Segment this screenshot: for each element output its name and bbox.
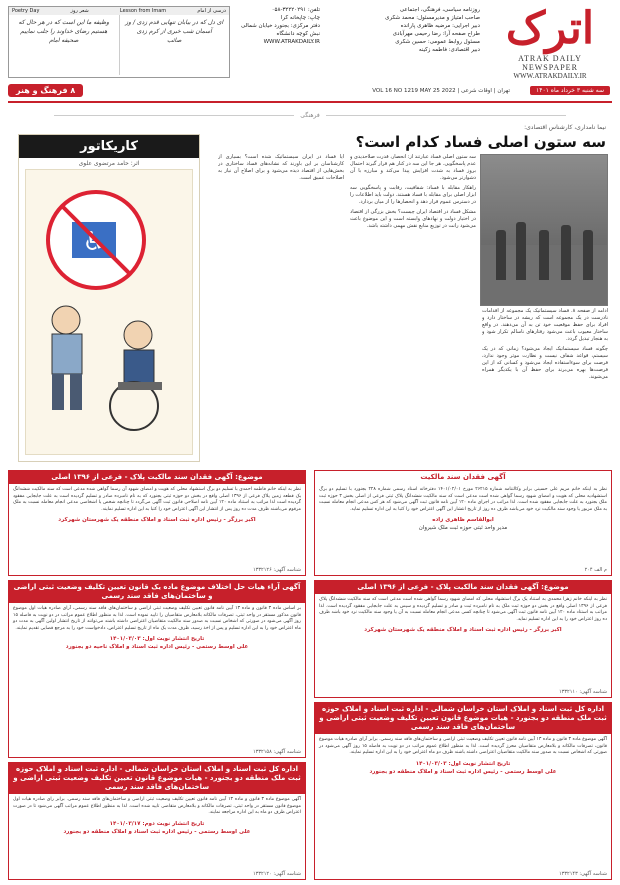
volume-label: VOL 16 NO 1219 MAY 25 2022 [372, 88, 456, 94]
poem-column [120, 15, 230, 75]
ad-signature: ابوالقاسم ظاهری زاده [432, 517, 494, 523]
quote-body [9, 15, 229, 75]
article-photo [480, 154, 608, 306]
section-name: فرهنگ و هنر [16, 86, 68, 95]
ad-ref: م الف ۲۰۴ [584, 567, 607, 573]
ad-footer [13, 567, 301, 573]
brand-block [490, 4, 610, 80]
masthead [0, 0, 620, 102]
publisher-info [320, 6, 480, 54]
ad-footer [319, 689, 607, 695]
site-url[interactable]: WWW.ATRAKDAILY.IR [513, 72, 587, 80]
poem-text: ای دل که در بیابان تنهایی قدم زدی / وز آسمان شب خبری از کرم زدی [125, 19, 224, 35]
info-bar [0, 86, 620, 98]
city-label: تهران [497, 88, 510, 94]
info-line: تهران | اوقات شرعی | VOL 16 NO 1219 MAY 25 2022 [372, 88, 510, 94]
poem-author: صائب [167, 37, 182, 44]
quote-box [8, 6, 230, 78]
ad-ref: شناسه آگهی: ۱۳۳۲۱۴۳ [558, 871, 607, 877]
article-column-2 [350, 154, 476, 454]
quote-header [9, 7, 229, 15]
ad-notice [8, 580, 306, 758]
contact-line: تلفن: ۳۲۲۲۰۲۹۱-۰۵۸ [271, 7, 320, 13]
ad-footer [13, 749, 301, 755]
paragraph: راهکار مقابله با فساد: شفافیت، رقابت و پاسخگویی سه ابزار اصلی برای مقابله با فساد هستند. دولت باید اطلاعات را در دسترس عموم قرار دهد و انحصارها را از میان بردارد. [350, 185, 476, 205]
logo-english: ATRAK DAILY NEWSPAPER [518, 54, 582, 72]
ad-ref: شناسه آگهی: ۱۳۳۲۱۲۰ [252, 871, 301, 877]
article-body [212, 154, 612, 454]
section-pill [8, 84, 83, 97]
ad-body: نظر به اینکه خانم فاطمه احمدی با تسلیم دو برگ استشهاد محلی که هویت و امضای شهود آن رسما گواهی شده مدعی است که سند مالکیت ششدانگ یک قطعه زمین پلاک فرعی از ۱۳۹۶ اصلی واقع در بخش دو حوزه ثبتی بجنورد که به نام نامبرده صادر و تسلیم گردیده است به علت جابجایی مفقود گردیده است لذا مراتب به استناد ماده ۱۲۰ آیین نامه اصلاحی قانون ثبت آگهی می‌گردد تا چنانچه شخص یا اشخاصی مدعی انجام معامله نسبت به ملک مرقوم می‌باشند ظرف مدت ده روز پس از انتشار این آگهی اعتراض خود را کتبا به این اداره تسلیم نمایند. [13, 487, 301, 512]
signer-name: اکبر برزگر [533, 627, 562, 633]
contact-line: چاپ: چاپخانه کرا [280, 15, 320, 21]
ad-title: اداره کل ثبت اسناد و املاک استان خراسان شمالی - اداره ثبت اسناد و املاک حوزه ثبت ملک منطقه دو بجنورد - هیات موضوع قانون تعیین تکلیف وضعیت ثبتی اراضی و ساختمان‌های فاقد سند رسمی [9, 763, 305, 794]
paragraph: مشکل فساد در اقتصاد ایران چیست؟ بخش بزرگی از اقتصاد در اختیار دولت و نهادهای وابسته است و این موضوع باعث می‌شود رانت در توزیع منابع نقش مهمی داشته باشد. [350, 209, 476, 229]
paragraph: سه ستون اصلی فساد عبارتند از: انحصار، قدرت صلاحدیدی و عدم پاسخگویی. هر جا این سه در کنار هم قرار گیرند احتمال بروز فساد به شدت افزایش پیدا می‌کند و مبارزه با آن دشوارتر می‌شود. [350, 154, 476, 181]
contact-line: دفتر مرکزی: بجنورد خیابان شمالی [241, 23, 320, 29]
ad-ref: شناسه آگهی: ۱۳۳۲۱۱۰ [558, 689, 607, 695]
lesson-ref: صحیفه امام [49, 37, 79, 44]
signer-name: اکبر برزگر [227, 517, 256, 523]
lesson-label-fa: درسی از امام [197, 8, 226, 14]
article-byline: نیما نامداری، کارشناس اقتصادی: [524, 124, 606, 131]
cartoon-svg [26, 170, 192, 454]
ad-signature: اکبر برزگر - رئیس اداره ثبت اسناد و املاک منطقه یک شهرستان شهرکرد [364, 627, 562, 633]
ad-notice [8, 762, 306, 880]
pub-line: صاحب امتیاز و مدیرمسئول: محمد شکری [385, 15, 480, 21]
ad-footer [319, 871, 607, 877]
ad-body: بر اساس ماده ۳ قانون و ماده ۱۳ آیین نامه قانون تعیین تکلیف وضعیت ثبتی اراضی و ساختمان‌های فاقد سند رسمی، آرای صادره هیات اول موضوع قانون مذکور مستقر در واحد ثبتی، تصرفات مالکانه بلامعارض متقاضیان را تایید نموده است. لذا به منظور اطلاع عموم مراتب در دو نوبت به فاصله ۱۵ روز آگهی می‌شود در صورتی که اشخاص نسبت به صدور سند مالکیت متقاضیان اعتراضی داشته باشند می‌توانند از تاریخ انتشار اولین آگهی به مدت دو ماه اعتراض خود را به این اداره تسلیم و پس از اخذ رسید، ظرف مدت یک ماه از تاریخ تسلیم اعتراض، دادخواست خود را به مرجع قضایی تقدیم نمایند. [13, 606, 302, 631]
ad-signature: تاریخ انتشار نوبت دوم: ۱۴۰۱/۰۳/۱۷ [109, 820, 205, 827]
ad-ref: شناسه آگهی: ۱۳۳۲۱۲۶ [252, 567, 301, 573]
ad-notice [314, 580, 612, 698]
ad-title: موضوع: آگهی فقدان سند مالکیت پلاک - فرعی از ۱۳۹۶ اصلی [315, 581, 611, 594]
pub-line: روزنامه سیاسی، فرهنگی، اجتماعی [399, 7, 480, 13]
cartoon-author: اثر: حامد مرتضوی علوی [78, 160, 140, 167]
signer-role: رئیس اداره ثبت اسناد و املاک منطقه یک شهرستان شهرکرد [364, 627, 528, 633]
lesson-label: Lesson from Imam [119, 8, 167, 14]
article-column-1 [482, 308, 608, 454]
ad-signature-role: علی اوسط رستمی - رئیس اداره ثبت اسناد و املاک ناحیه دو بجنورد [65, 644, 249, 650]
contact-info [230, 6, 320, 46]
ad-body: آگهی موضوع ماده ۳ قانون و ماده ۱۳ آیین نامه قانون تعیین تکلیف وضعیت ثبتی اراضی و ساختمان‌های فاقد سند رسمی. برابر آرای صادره هیات موضوع قانون، تصرفات مالکانه و بلامعارض متقاضیان محرز گردیده است. لذا به منظور اطلاع عموم مراتب در دو نوبت به فاصله ۱۵ روز آگهی می‌شود در صورتی که اشخاص نسبت به صدور سند مالکیت متقاضیان اعتراضی داشته باشند ظرف دو ماه اعتراض خود را به این اداره تسلیم نمایند. [319, 737, 608, 755]
lesson-column [9, 15, 120, 75]
article-column-3 [218, 154, 344, 454]
date-badge: سه شنبه ۳ خرداد ماه ۱۴۰۱ [530, 86, 610, 95]
ad-notice [314, 470, 612, 576]
ad-signature: اکبر برزگر - رئیس اداره ثبت اسناد و املاک منطقه یک شهرستان شهرکرد [58, 517, 256, 523]
paragraph: چگونه فساد سیستماتیک ایجاد می‌شود؟ زمانی که در یک سیستم، قواعد شفاف نیست و نظارت موثر وجود ندارد، فرصت برای سوءاستفاده ایجاد می‌شود و کسانی که از این فرصت‌ها بهره می‌برند برای حفظ آن با یکدیگر همراه می‌شوند. [482, 346, 608, 380]
ad-signature: تاریخ انتشار نوبت اول: ۱۴۰۱/۰۳/۰۳ [415, 760, 511, 767]
ad-title: آگهی فقدان سند مالکیت [315, 471, 611, 484]
ad-notice [314, 702, 612, 880]
ad-signature-role: علی اوسط رستمی - رئیس اداره ثبت اسناد و املاک منطقه دو بجنورد [63, 828, 251, 835]
ads-section [8, 470, 612, 880]
ad-footer [319, 567, 607, 573]
ad-signature-role: علی اوسط رستمی - رئیس اداره ثبت اسناد و املاک منطقه دو بجنورد [369, 768, 557, 775]
ad-body: نظر به اینکه خانم مریم علی حسینی برابر وکالتنامه شماره ۲۶۲۱۵ مورخ ۱۴۰۱/۰۲/۰۱ دفترخانه اسناد رسمی شماره ۲۲۸ بجنورد با تسلیم دو برگ استشهادیه محلی که هویت و امضای شهود رسما گواهی شده است مدعی است که سند مالکیت ششدانگ پلاک ثبتی فرعی از اصلی بخش ۳ حوزه ثبت ملک بجنورد به علت جابجایی مفقود شده است. لذا مراتب در اجرای ماده ۱۲۰ آیین نامه قانون ثبت آگهی می‌شود که هر کس مدعی انجام معامله نسبت به ملک مزبور یا وجود سند مالکیت نزد خود می‌باشد ظرف ده روز از تاریخ انتشار این آگهی اعتراض خود را کتبا به این اداره تسلیم نماید. [319, 487, 608, 512]
contact-line: نبش کوچه دانشگاه [276, 31, 320, 37]
pub-line: دبیر اجرایی: مرضیه ظاهری پارانده [400, 23, 480, 29]
contact-line: WWW.ATRAKDAILY.IR [263, 39, 320, 45]
cartoon-title: کاریکاتور [19, 135, 199, 158]
paragraph: ادامه از صفحه ۸. فساد سیستماتیک یک مجموعه از اقدامات نادرست در یک مجموعه است که ریشه در ساختار دارد و افراد برای حفظ موقعیت خود تن به آن می‌دهند. در واقع ساختار معیوب باعث می‌شود رفتارهای ناسالم تکرار شود و به هنجار تبدیل گردد. [482, 308, 608, 342]
header-divider [8, 101, 612, 103]
ad-ref: شناسه آگهی: ۱۳۳۲۱۵۸ [252, 749, 301, 755]
ad-signature-role: مدیر واحد ثبتی حوزه ثبت ملک شیروان [418, 525, 508, 531]
pub-line: طراح صفحه آرا: رضا رحیمی مهرآبادی [392, 31, 480, 37]
poetry-day-label-fa: شعر روز [70, 8, 89, 14]
times-label: اوقات شرعی [461, 88, 492, 94]
poetry-day-label: Poetry Day [12, 8, 40, 14]
ad-notice [8, 470, 306, 576]
ad-signature: تاریخ انتشار نوبت اول: ۱۴۰۱/۰۳/۰۳ [109, 636, 205, 642]
section-label: فرهنگی [0, 112, 620, 119]
ad-body: آگهی موضوع ماده ۳ قانون و ماده ۱۳ آیین نامه قانون تعیین تکلیف وضعیت ثبتی اراضی و ساختمان‌های فاقد سند رسمی. برابر رای صادره هیات اول موضوع قانون مستقر در واحد ثبتی، تصرفات مالکانه و بلامعارض متقاضی تایید شده است. لذا به منظور اطلاع عموم مراتب آگهی می‌شود تا در صورت اعتراض ظرف دو ماه به این اداره مراجعه نمایند. [13, 797, 301, 815]
ad-title: آگهی آراء هیات حل اختلاف موضوع ماده یک قانون تعیین تکلیف وضعیت ثبتی اراضی و ساختمان‌های فاقد سند رسمی [9, 581, 305, 603]
lesson-text: وظیفه ما این است که در هر حال که هستیم رضای خداوند را جلب نماییم [18, 19, 110, 35]
ad-title: موضوع: آگهی فقدان سند مالکیت پلاک - فرعی از ۱۳۹۶ اصلی [9, 471, 305, 484]
logo: اترک [505, 3, 595, 54]
ad-title: اداره کل ثبت اسناد و املاک استان خراسان شمالی - اداره ثبت اسناد و املاک حوزه ثبت ملک منطقه دو بجنورد - هیات موضوع قانون تعیین تکلیف وضعیت ثبتی اراضی و ساختمان‌های فاقد سند رسمی [315, 703, 611, 734]
article-headline[interactable]: سه ستون اصلی فساد کدام است؟ [355, 133, 606, 151]
ad-footer [13, 871, 301, 877]
cartoon-illustration [25, 169, 193, 455]
paragraph: آیا فساد در ایران سیستماتیک شده است؟ بسیاری از کارشناسان بر این باورند که نشانه‌های فساد ساختاری در بخش‌هایی از اقتصاد دیده می‌شود و برای اصلاح آن نیاز به اصلاحات عمیق است. [218, 154, 344, 181]
cartoon-box [18, 134, 200, 462]
page-number: ۸ [70, 86, 76, 95]
pub-line: مسئول روابط عمومی: حسین شکری [395, 39, 480, 45]
signer-role: رئیس اداره ثبت اسناد و املاک منطقه یک شهرستان شهرکرد [58, 517, 222, 523]
svg-text:♿: ♿ [82, 227, 106, 257]
article [212, 124, 612, 459]
pub-line: دبیر اقتصادی: فاطمه زکینه [418, 47, 480, 53]
ad-body: نظر به اینکه خانم زهرا محمدی به استناد یک برگ استشهاد محلی که امضای شهود رسما گواهی شده است مدعی است که سند مالکیت ششدانگ پلاک فرعی از ۱۳۹۶ اصلی واقع در بخش دو حوزه ثبت ملک به نام نامبرده ثبت و صادر و تسلیم گردیده و سپس به علت جابجایی مفقود گردیده است. لذا مراتب به استناد ماده ۱۲۰ آیین نامه قانون ثبت آگهی می‌شود تا چنانچه کسی مدعی انجام معامله نسبت به آن یا وجود سند مالکیت نزد خود باشد ظرف ده روز اعتراض خود را به این اداره تسلیم نماید. [319, 597, 607, 622]
